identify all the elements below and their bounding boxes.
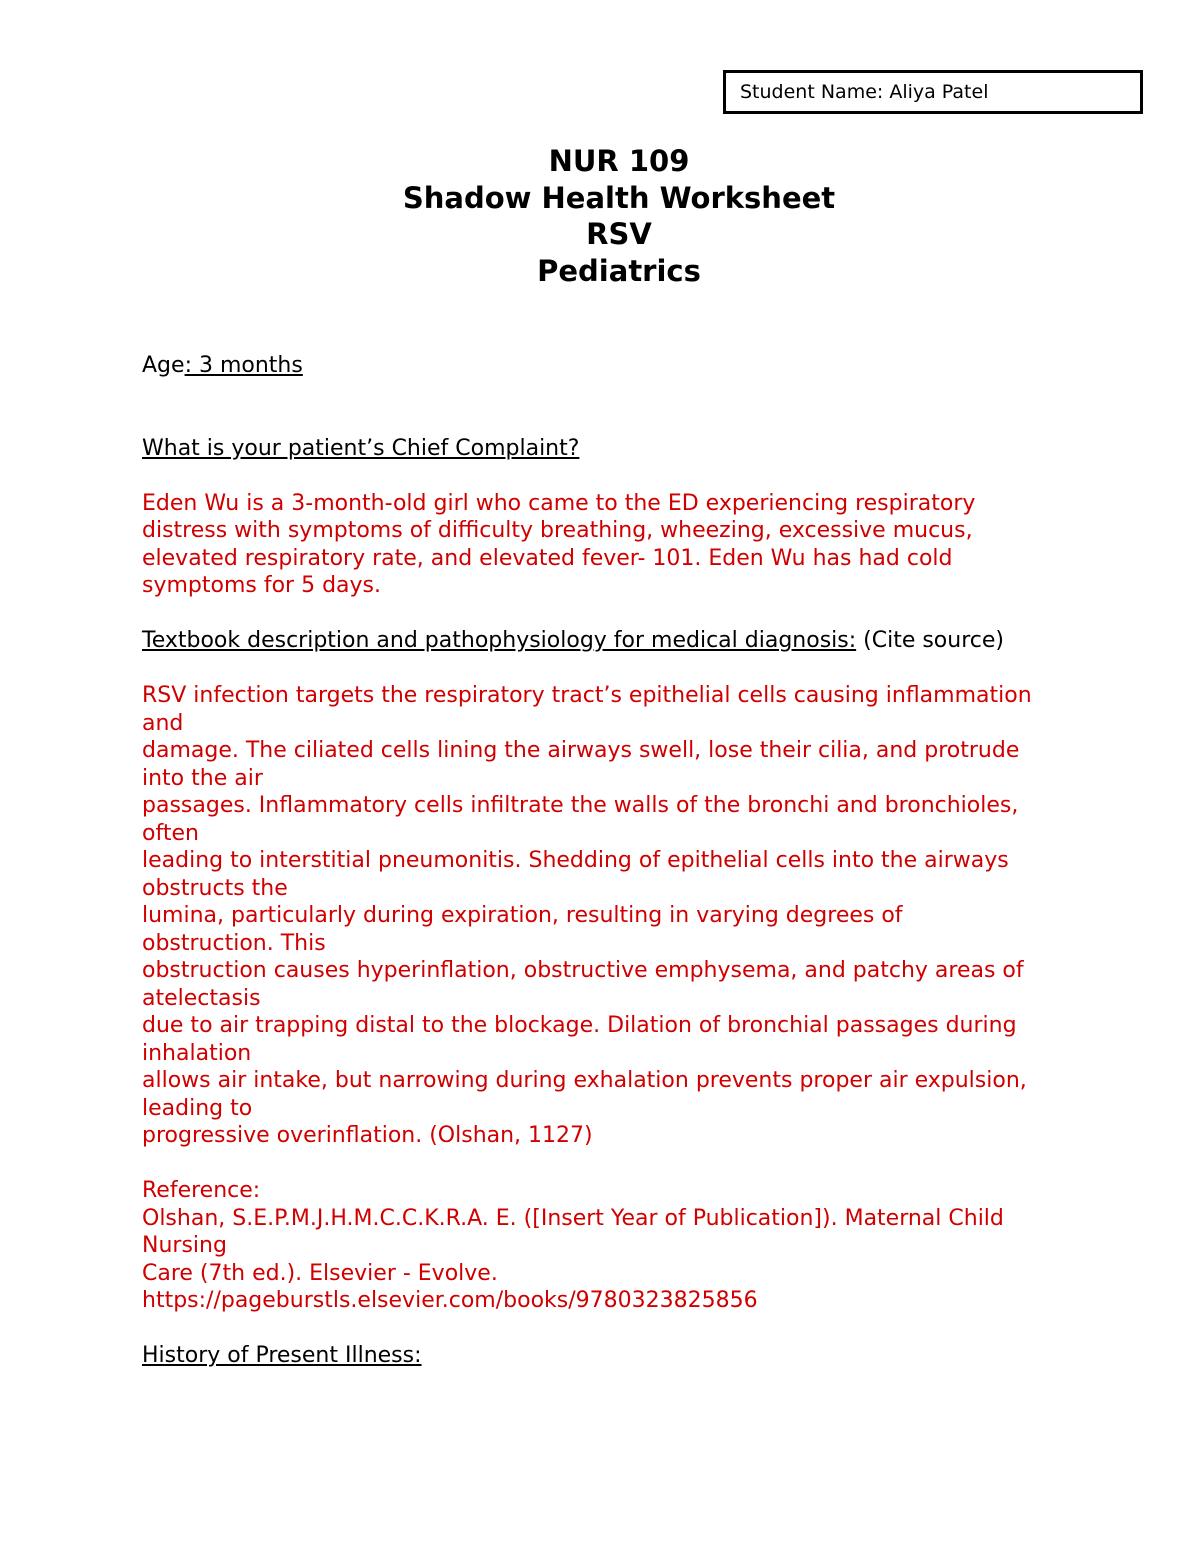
student-name-text: Student Name: Aliya Patel [740, 81, 989, 103]
chief-complaint-heading: What is your patient’s Chief Complaint? [142, 435, 580, 461]
pathophysiology-line: obstructs the [142, 875, 288, 901]
chief-complaint-line: elevated respiratory rate, and elevated fever- 101. Eden Wu has had cold [142, 545, 953, 571]
reference-line: Care (7th ed.). Elsevier - Evolve. [142, 1260, 498, 1286]
age-value: : 3 months [184, 353, 303, 378]
pathophysiology-line: passages. Inflammatory cells infiltrate the walls of the bronchi and bronchioles, [142, 793, 1019, 818]
pathophysiology-line: due to air trapping distal to the blockage. Dilation of bronchial passages during [142, 1013, 1017, 1038]
pathophysiology-line: lumina, particularly during expiration, resulting in varying degrees of [142, 903, 903, 928]
age-line [142, 352, 1122, 380]
reference-url: https://pageburstls.elsevier.com/books/9780323825856 [142, 1288, 758, 1313]
reference-label: Reference: [142, 1178, 261, 1203]
pathophysiology-line: often [142, 820, 199, 846]
pathophysiology-line: leading to [142, 1095, 253, 1121]
chief-complaint-line: symptoms for 5 days. [142, 573, 382, 598]
chief-complaint-line: Eden Wu is a 3-month-old girl who came to the ED experiencing respiratory [142, 490, 976, 516]
pathophysiology-line: inhalation [142, 1040, 252, 1066]
pathophysiology-line: leading to interstitial pneumonitis. Shedding of epithelial cells into the airways [142, 848, 1009, 873]
pathophysiology-heading-line [142, 627, 1122, 655]
student-name-box [723, 70, 1143, 114]
title-topic: RSV [586, 217, 652, 251]
reference-line: Nursing [142, 1233, 227, 1258]
pathophysiology-line: into the air [142, 765, 263, 791]
pathophysiology-line: allows air intake, but narrowing during exhalation prevents proper air expulsion, [142, 1068, 1027, 1093]
hpi-heading: History of Present Illness: [142, 1343, 422, 1368]
pathophysiology-line: damage. The ciliated cells lining the airways swell, lose their cilia, and protrude [142, 738, 1020, 763]
title-worksheet: Shadow Health Worksheet [402, 180, 836, 215]
pathophysiology-line: progressive overinflation. (Olshan, 1127) [142, 1123, 593, 1148]
pathophysiology-line: and [142, 710, 184, 736]
pathophysiology-text [142, 682, 1122, 1150]
title-course: NUR 109 [548, 144, 690, 178]
reference-line: Olshan, S.E.P.M.J.H.M.C.C.K.R.A. E. ([Insert Year of Publication]). Maternal Child [142, 1205, 1004, 1231]
document-body [142, 352, 1122, 1370]
pathophysiology-line: obstruction causes hyperinflation, obstructive emphysema, and patchy areas of [142, 958, 1024, 983]
chief-complaint-line: distress with symptoms of difficulty breathing, wheezing, excessive mucus, [142, 518, 973, 543]
pathophysiology-line: atelectasis [142, 985, 261, 1011]
chief-complaint-text [142, 490, 1122, 600]
reference-block [142, 1177, 1122, 1315]
pathophysiology-line: obstruction. This [142, 930, 326, 956]
title-specialty: Pediatrics [537, 253, 701, 288]
pathophysiology-line: RSV infection targets the respiratory tract’s epithelial cells causing inflammation [142, 683, 1032, 708]
worksheet-title [0, 143, 1200, 289]
pathophysiology-cite-note: (Cite source) [856, 628, 1004, 653]
pathophysiology-heading: Textbook description and pathophysiology for medical diagnosis: [142, 628, 857, 653]
age-label: Age [142, 353, 185, 378]
